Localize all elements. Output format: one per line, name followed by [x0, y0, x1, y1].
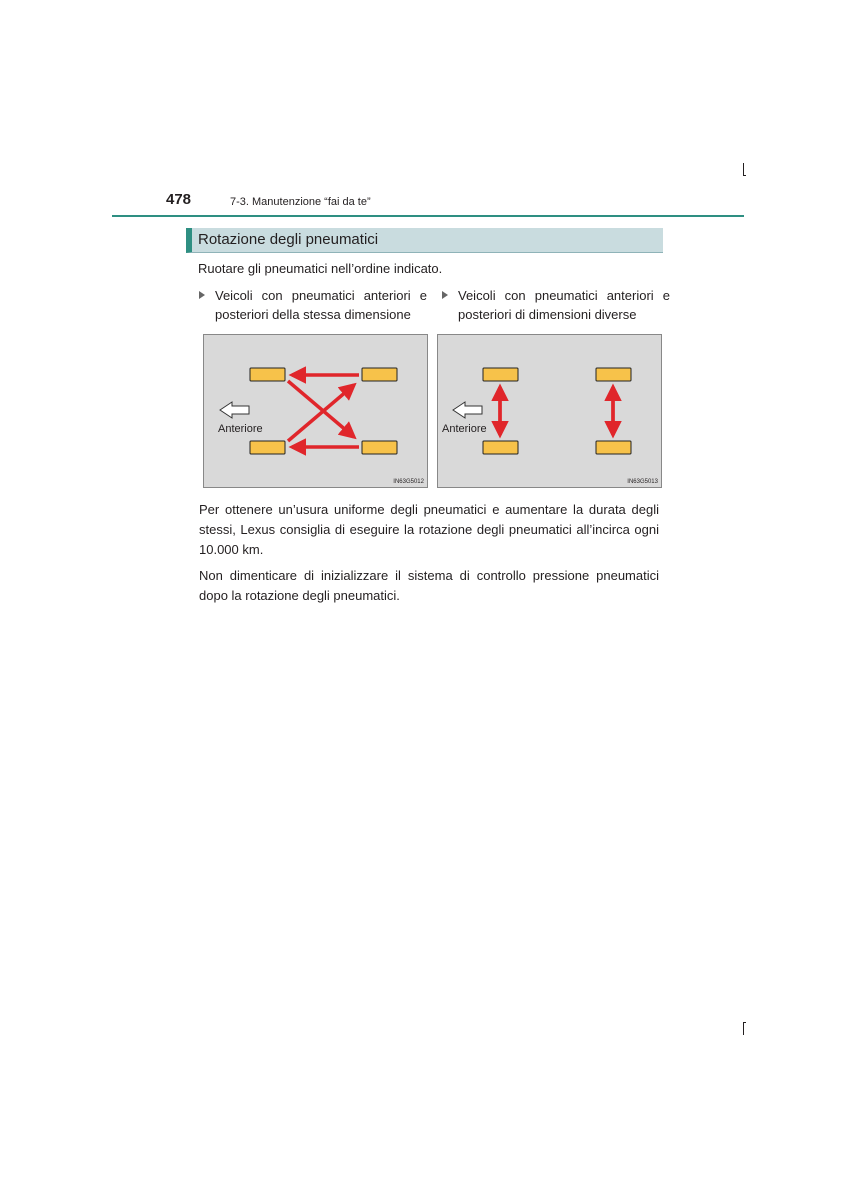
front-label: Anteriore — [218, 423, 263, 435]
intro-text: Ruotare gli pneumatici nell’ordine indicato. — [198, 261, 443, 276]
section-title-bar — [186, 228, 663, 253]
paragraph-tpms-reset: Non dimenticare di inizializzare il sistema di controllo pressione pneumatici dopo la rotazione degli pneumatici. — [199, 568, 659, 603]
tire-front-left — [483, 368, 518, 381]
front-direction-arrow-icon — [220, 402, 249, 418]
header-divider — [112, 215, 744, 217]
bullet-different-size — [442, 286, 670, 324]
front-label: Anteriore — [442, 423, 487, 435]
arrow-front-to-rear-cross-1 — [288, 381, 354, 437]
figure-same-side-rotation — [437, 334, 662, 488]
bullet-text: Veicoli con pneumatici anteriori e posteriori della stessa dimensione — [215, 288, 427, 322]
figure-code: IN63G5013 — [627, 479, 658, 485]
bullet-triangle-icon — [199, 291, 205, 299]
figure-code: IN63G5012 — [393, 479, 424, 485]
paragraph-rotation-interval: Per ottenere un’usura uniforme degli pneumatici e aumentare la durata degli stessi, Lexus consiglia di eseguire la rotazione degli pneumatici all’incirca ogni 10.000 km. — [199, 502, 659, 557]
tire-rear-left — [362, 368, 397, 381]
crop-mark-bottom — [743, 1022, 744, 1035]
figure-cross-rotation — [203, 334, 428, 488]
tire-front-right — [483, 441, 518, 454]
bullet-same-size — [199, 286, 427, 324]
tire-rear-right — [362, 441, 397, 454]
tire-front-right — [250, 441, 285, 454]
arrow-front-to-rear-cross-2 — [288, 385, 354, 441]
tire-front-left — [250, 368, 285, 381]
crop-mark-top — [743, 163, 744, 176]
tire-rear-left — [596, 368, 631, 381]
cross-rotation-diagram — [204, 335, 429, 489]
front-direction-arrow-icon — [453, 402, 482, 418]
bullet-triangle-icon — [442, 291, 448, 299]
same-side-rotation-diagram — [438, 335, 663, 489]
breadcrumb: 7-3. Manutenzione “fai da te” — [230, 196, 371, 208]
page-number: 478 — [166, 191, 192, 208]
section-title: Rotazione degli pneumatici — [198, 231, 379, 248]
tire-rear-right — [596, 441, 631, 454]
bullet-text: Veicoli con pneumatici anteriori e posteriori di dimensioni diverse — [458, 288, 670, 322]
